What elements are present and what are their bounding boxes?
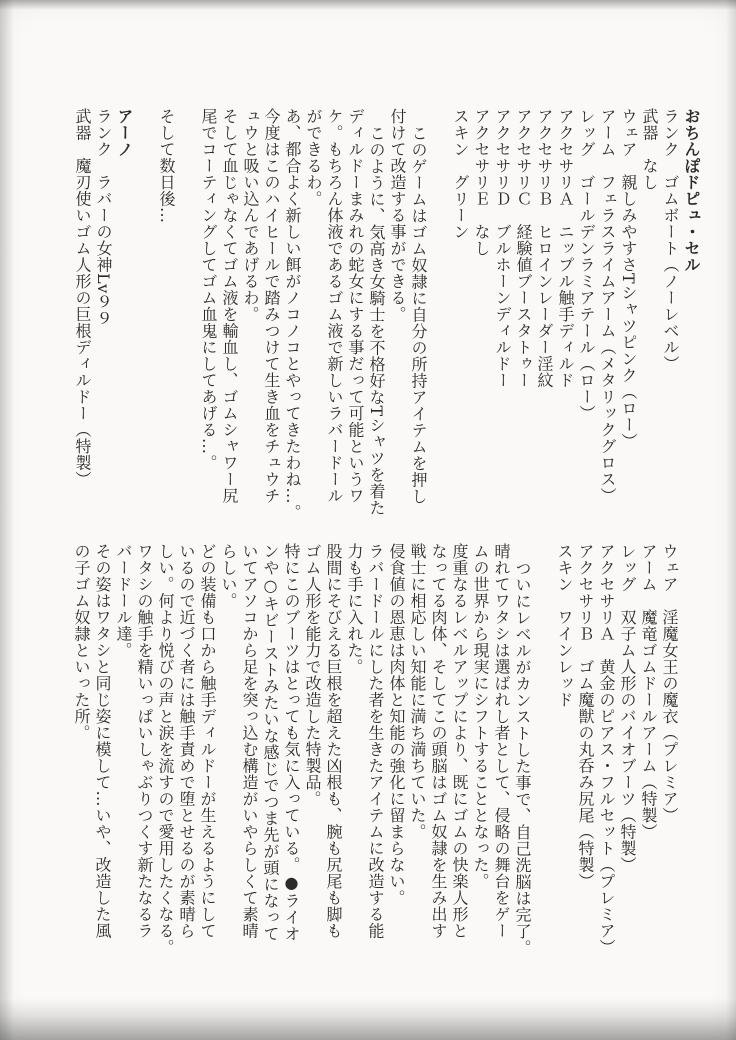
text-line: どの装備も口から触手ディルドーが生えるようにして xyxy=(198,543,217,939)
text-line: あ、都合よく新しい餌がノコノコとやってきたわね…。 xyxy=(283,108,302,521)
blank-line xyxy=(429,108,450,540)
vertical-text-block-top xyxy=(72,108,702,540)
text-line: このゲームはゴム奴隷に自分の所持アイテムを押し xyxy=(409,125,428,505)
text-line: レッグ 双子ム人形のバイオブーツ（特製） xyxy=(618,543,637,873)
text-line: アクセサリＡ 黄金のピアス・フルセット（プレミア） xyxy=(597,543,616,956)
text-line: の子ゴム奴隷といった所。 xyxy=(72,543,91,741)
heading-line: アーノ xyxy=(115,108,134,158)
text-line: その姿はワタシと同じ姿に模して…いや、改造した風 xyxy=(93,543,112,939)
text-line: 力も手に入れた。 xyxy=(345,543,364,675)
text-line: 特にこのブーツはとっても気に入っている。●ライオ xyxy=(282,543,301,942)
text-line: アーム フェラスライムアーム（メタリックグロス） xyxy=(598,108,617,504)
text-line: ウェア 親しみやすさTシャツピンク（ロー） xyxy=(619,108,638,450)
text-line: アクセサリＢ ヒロインレーダー淫紋 xyxy=(535,108,554,389)
blank-line xyxy=(177,108,198,540)
text-line: ランク ラバーの女神Lv９９ xyxy=(94,108,113,327)
text-line: スキン グリーン xyxy=(451,108,470,240)
text-line: ディルドーまみれの蛇女にする事だって可能というワ xyxy=(346,108,365,504)
text-line: スキン ワインレッド xyxy=(555,543,574,708)
text-line: ムの世界から現実にシフトすることとなった。 xyxy=(471,543,490,890)
text-line: ンや○キビーストみたいな感じでつま先が頭になって xyxy=(261,543,280,942)
text-line: いるので近づく者には触手責めで堕とせるのが素晴ら xyxy=(177,543,196,939)
text-line: バードール達。 xyxy=(114,543,133,659)
text-line: いてアソコから足を突っ込む構造がいやらしくて素晴 xyxy=(240,543,259,939)
text-line: しい。何より悦びの声と涙を流すので愛用したくなる。 xyxy=(156,543,175,956)
text-line: アクセサリＣ 経験値ブースタトゥー xyxy=(514,108,533,389)
blank-line xyxy=(135,108,156,540)
text-line: ウェア 淫魔女王の魔衣（プレミア） xyxy=(660,543,679,824)
text-line: 侵食値の恩恵は肉体と知能の強化に留まらない。 xyxy=(387,543,406,906)
text-line: 今度はこのハイヒールで踏みつけて生き血をチュウチ xyxy=(262,108,281,504)
text-line: 武器 なし xyxy=(640,108,659,191)
text-line: 尾でコーティングしてゴム血鬼にしてあげる…。 xyxy=(199,108,218,471)
text-line: アクセサリＥ なし xyxy=(472,108,491,257)
text-line: ワタシの触手を精いっぱいしゃぶりつくす新たなるラ xyxy=(135,543,154,939)
blank-line xyxy=(533,543,554,979)
vertical-text-block-bottom xyxy=(71,543,680,979)
text-line: 度重なるレベルアップにより、既にゴムの快楽人形と xyxy=(450,543,469,939)
text-line: ができるわ。 xyxy=(304,108,323,207)
text-line: 股間にそびえる巨根を超えた凶根も、腕も尻尾も脚も xyxy=(324,543,343,939)
text-line: 武器 魔刃使いゴム人形の巨根ディルドー（特製） xyxy=(73,108,92,488)
text-line: レッグ ゴールデンラミアテール（ロー） xyxy=(577,108,596,422)
text-line: 戦士に相応しい知能に満ち満ちていた。 xyxy=(408,543,427,840)
text-line: ュウと吸い込んであげるわ。 xyxy=(241,108,260,323)
text-line: そして血じゃなくてゴム液を輸血し、ゴムシャワー尻 xyxy=(220,108,239,504)
text-line: 晴れてワタシは選ばれし者として、侵略の舞台をゲー xyxy=(492,543,511,939)
text-line: アクセサリＡ ニップル触手ディルド xyxy=(556,108,575,389)
text-line: 付けて改造する事ができる。 xyxy=(388,108,407,323)
heading-line: おちんぽドピュ・セル xyxy=(682,108,701,273)
text-line: ランク ゴムボート（ノーレベル） xyxy=(661,108,680,372)
text-line: アクセサリＢ ゴム魔獣の丸呑み尻尾（特製） xyxy=(576,543,595,890)
text-line: アーム 魔竜ゴムドールアーム（特製） xyxy=(639,543,658,840)
text-line: ラバードールにした者を生きたアイテムに改造する能 xyxy=(366,543,385,939)
text-line: ついにレベルがカンストした事で、自己洗脳は完了。 xyxy=(513,560,532,956)
text-line: そして数日後… xyxy=(157,108,176,224)
text-line: なってる肉体、そしてこの頭脳はゴム奴隷を生み出す xyxy=(429,543,448,939)
text-line: ケ。もちろん体液であるゴム液で新しいラバードール xyxy=(325,108,344,504)
text-line: このように、気高き女騎士を不格好なTシャツを着た xyxy=(367,125,386,516)
text-line: らしい。 xyxy=(219,543,238,609)
text-line: アクセサリＤ ブルホーンディルドー xyxy=(493,108,512,389)
text-line: ゴム人形を能力で改造した特製品。 xyxy=(303,543,322,807)
